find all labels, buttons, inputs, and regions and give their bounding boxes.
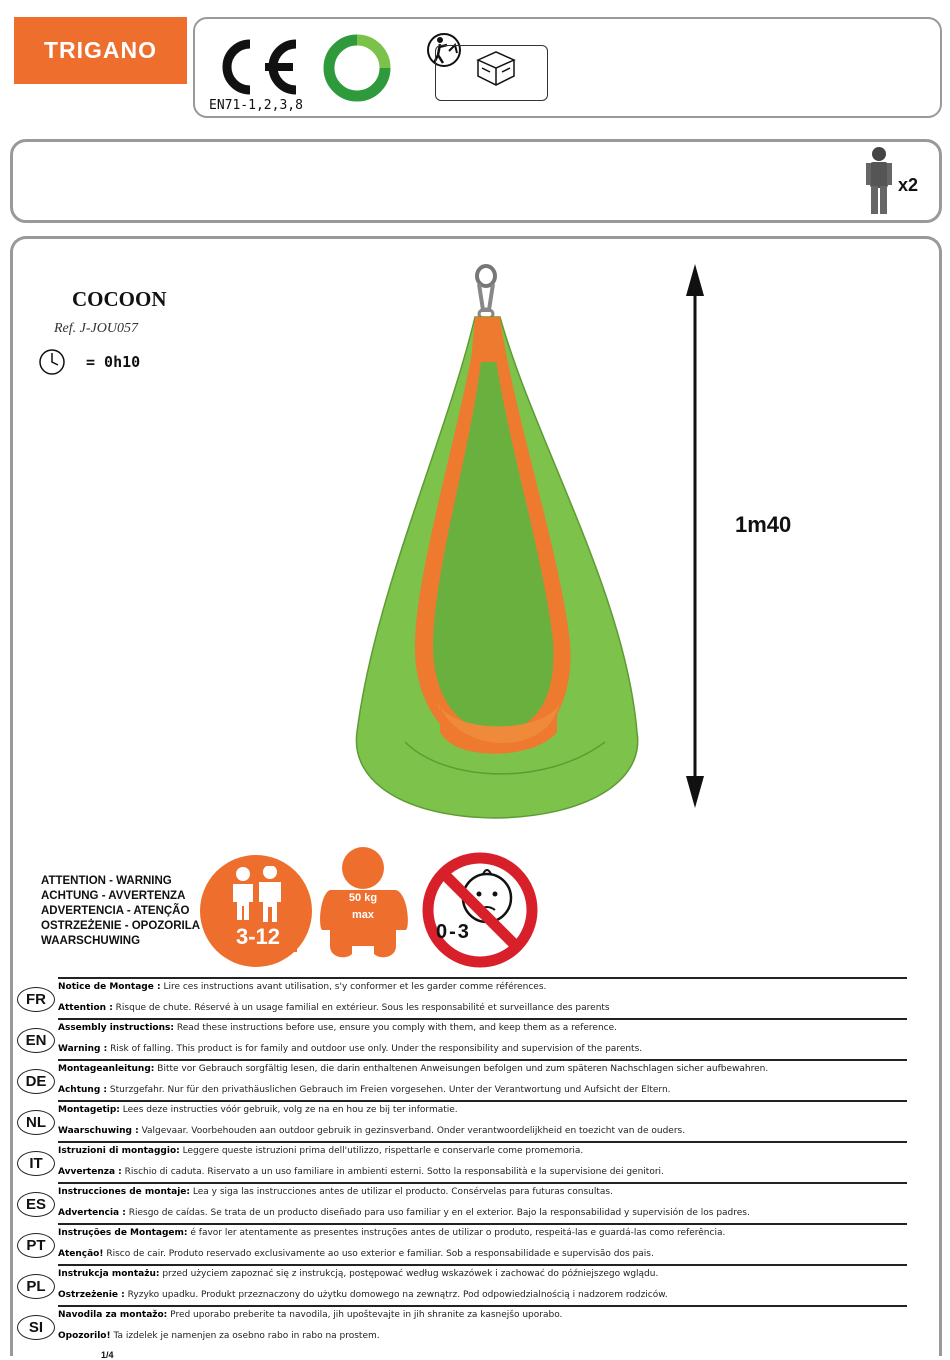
lang-row-fr: [0, 977, 950, 1018]
lang-row-de: [0, 1059, 950, 1100]
warning-text: Sturzgefahr. Nur für den privathäuslichen Gebrauch im Freien vorgesehen. Unter der Verantwortung und Aufsicht der Eltern.: [109, 1085, 671, 1095]
lang-badge-fr: FR: [17, 987, 55, 1012]
lang-row-pt: [0, 1223, 950, 1264]
warning-line: ACHTUNG - AVVERTENZA: [41, 890, 186, 902]
warning-line: [58, 1044, 642, 1054]
notice-line: [58, 1187, 613, 1197]
notice-text: Leggere queste istruzioni prima dell'utilizzo, rispettarle e conservarle come promemoria.: [182, 1146, 584, 1156]
max-load-label: [338, 890, 388, 924]
notice-title: Assembly instructions:: [58, 1023, 174, 1033]
cardboard-box-icon: [470, 48, 522, 90]
warning-text: Ta izdelek je namenjen za osebno rabo in rabo na prostem.: [113, 1331, 380, 1341]
divider: [58, 1223, 907, 1225]
warning-title: Attention :: [58, 1003, 113, 1013]
notice-text: Lees deze instructies vóór gebruik, volg ze na en hou ze bij ter informatie.: [122, 1105, 458, 1115]
warning-text: Risque de chute. Réservé à un usage familial en extérieur. Sous les responsabilité et surveillance des parents: [115, 1003, 610, 1013]
children-icon: [222, 866, 292, 922]
lang-badge-en: EN: [17, 1028, 55, 1053]
notice-line: [58, 1269, 658, 1279]
standard-label: EN71-1,2,3,8: [209, 98, 303, 113]
warning-line: [58, 1085, 671, 1095]
notice-text: Lea y siga las instrucciones antes de utilizar el producto. Consérvelas para futuras consultas.: [192, 1187, 613, 1197]
lang-row-es: [0, 1182, 950, 1223]
warning-text: Ryzyko upadku. Produkt przeznaczony do użytku domowego na zewnątrz. Pod odpowiedzialnością i nadzorem rodziców.: [127, 1290, 668, 1300]
cocoon-hammock-image: [345, 262, 665, 827]
certification-box: [193, 17, 942, 118]
product-height: 1m40: [735, 512, 792, 537]
divider: [58, 1182, 907, 1184]
notice-title: Montagetip:: [58, 1105, 120, 1115]
assembly-time: = 0h10: [86, 353, 141, 371]
warning-line: [58, 1290, 668, 1300]
warning-title: Waarschuwing :: [58, 1126, 139, 1136]
warning-line: [58, 1249, 654, 1259]
warning-text: Risco de cair. Produto reservado exclusivamente ao uso exterior e familiar. Sob a responsabilidade e supervisão dos pais.: [106, 1249, 654, 1259]
divider: [58, 1264, 907, 1266]
warning-heading: [41, 874, 200, 949]
notice-line: [58, 1228, 725, 1238]
lang-badge-de: DE: [17, 1069, 55, 1094]
notice-line: [58, 1146, 583, 1156]
lang-badge-pl: PL: [17, 1274, 55, 1299]
forbidden-age-label: 0-3: [436, 921, 471, 943]
divider: [58, 1100, 907, 1102]
ce-mark-icon: [210, 38, 302, 96]
max-load-unit: max: [351, 909, 375, 921]
warning-line: [58, 1167, 664, 1177]
persons-required-box: [10, 139, 942, 223]
warning-line: ATTENTION - WARNING: [41, 875, 172, 887]
notice-title: Instrucciones de montaje:: [58, 1187, 191, 1197]
divider: [58, 977, 907, 979]
notice-title: Instrukcja montażu:: [58, 1269, 160, 1279]
not-for-under-3-icon: [417, 850, 543, 970]
lang-badge-pt: PT: [17, 1233, 55, 1258]
notice-title: Navodila za montažo:: [58, 1310, 168, 1320]
notice-text: Read these instructions before use, ensure you comply with them, and keep them as a reference.: [176, 1023, 617, 1033]
warning-text: Rischio di caduta. Riservato a un uso familiare in ambienti esterni. Sotto la responsabilità e la supervisione dei genitori.: [124, 1167, 664, 1177]
warning-line: ADVERTENCIA - ATENÇÃO: [41, 905, 190, 917]
notice-title: Montageanleitung:: [58, 1064, 155, 1074]
warning-line: WAARSCHUWING: [41, 935, 141, 947]
warning-title: Opozorilo!: [58, 1331, 111, 1341]
persons-count: x2: [898, 175, 919, 195]
divider: [58, 1305, 907, 1307]
page-number: 1/4: [101, 1350, 114, 1360]
notice-text: Pred uporabo preberite ta navodila, jih upoštevajte in jih shranite za kasnejšo uporabo.: [170, 1310, 563, 1320]
green-dot-recycling-icon: [322, 34, 392, 102]
warning-line: OSTRZEŻENIE - OPOZORILA: [41, 920, 201, 932]
lang-row-nl: [0, 1100, 950, 1141]
notice-text: przed użyciem zapoznać się z instrukcją, postępować według wskazówek i zachować do późniejszego wglądu.: [162, 1269, 659, 1279]
notice-title: Instruções de Montagem:: [58, 1228, 188, 1238]
warning-title: Achtung :: [58, 1085, 107, 1095]
warning-line: [58, 1003, 610, 1013]
notice-text: Lire ces instructions avant utilisation, s'y conformer et les garder comme références.: [163, 982, 547, 992]
warning-text: Valgevaar. Voorbehouden aan outdoor gebruik in gezinsverband. Onder verantwoordelijkheid en toezicht van de ouders.: [141, 1126, 686, 1136]
warning-title: Advertencia :: [58, 1208, 126, 1218]
warning-text: Riesgo de caídas. Se trata de un producto diseñado para uso familiar y en el exterior. Bajo la responsabilidad y supervisión de los padres.: [128, 1208, 750, 1218]
product-name: COCOON: [72, 287, 167, 311]
age-range-label: 3-12: [219, 922, 297, 952]
product-reference: Ref. J-JOU057: [54, 321, 138, 336]
warning-title: Avvertenza :: [58, 1167, 122, 1177]
notice-title: Istruzioni di montaggio:: [58, 1146, 180, 1156]
trigano-logo: TRIGANO: [14, 17, 187, 84]
warning-text: Risk of falling. This product is for family and outdoor use only. Under the responsibility and supervision of the parents.: [110, 1044, 643, 1054]
warning-title: Ostrzeżenie :: [58, 1290, 125, 1300]
notice-text: Bitte vor Gebrauch sorgfältig lesen, die darin enthaltenen Anweisungen befolgen und zum späteren Nachschlagen sicher aufbewahren.: [157, 1064, 769, 1074]
lang-badge-si: SI: [17, 1315, 55, 1340]
lang-row-en: [0, 1018, 950, 1059]
lang-badge-it: IT: [17, 1151, 55, 1176]
warning-line: [58, 1126, 685, 1136]
divider: [58, 1059, 907, 1061]
warning-line: [58, 1208, 750, 1218]
divider: [58, 1018, 907, 1020]
notice-line: [58, 1023, 617, 1033]
lang-row-it: [0, 1141, 950, 1182]
height-arrow-icon: [682, 262, 708, 810]
warning-title: Warning :: [58, 1044, 108, 1054]
notice-line: [58, 1310, 562, 1320]
person-icon: [864, 146, 894, 216]
lang-badge-nl: NL: [17, 1110, 55, 1135]
notice-line: [58, 982, 546, 992]
lang-badge-es: ES: [17, 1192, 55, 1217]
lang-row-si: [0, 1305, 950, 1346]
lang-row-pl: [0, 1264, 950, 1305]
divider: [58, 1141, 907, 1143]
notice-text: é favor ler atentamente as presentes instruções antes de utilizar o produto, respeitá-las e guardá-las como referência.: [190, 1228, 726, 1238]
clock-icon: [38, 348, 66, 376]
notice-line: [58, 1064, 768, 1074]
max-load-value: 50 kg: [348, 892, 378, 904]
warning-title: Atenção!: [58, 1249, 104, 1259]
notice-title: Notice de Montage :: [58, 982, 161, 992]
notice-line: [58, 1105, 458, 1115]
warning-line: [58, 1331, 380, 1341]
